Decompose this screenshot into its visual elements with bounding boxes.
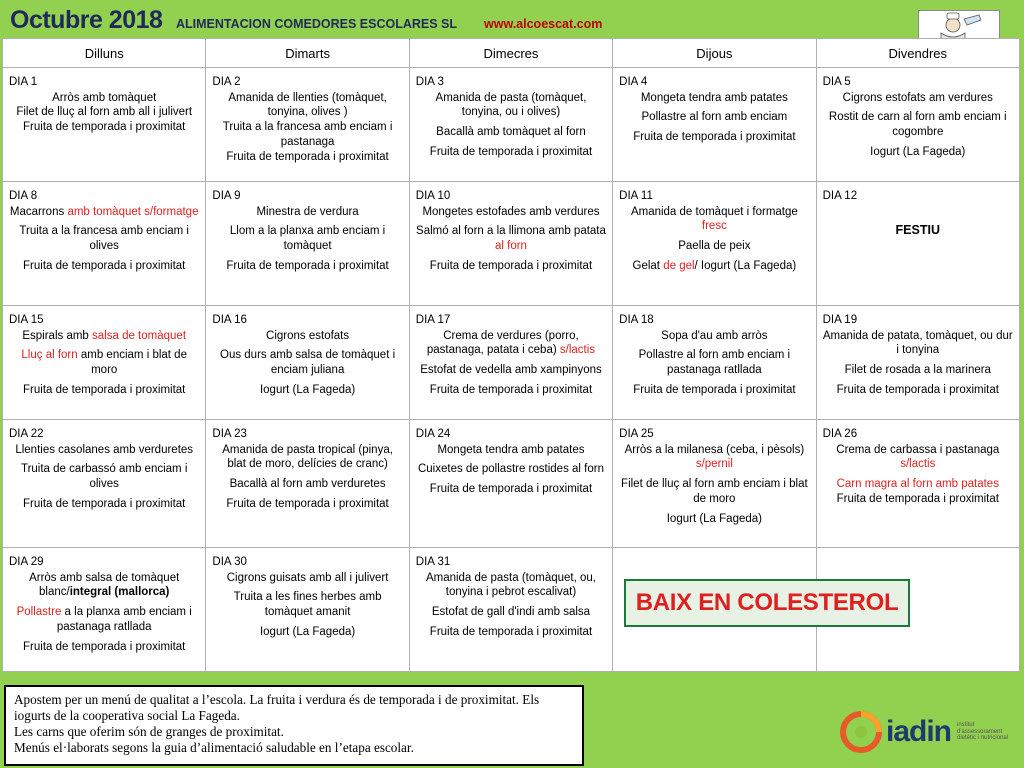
weekday-friday: Divendres bbox=[816, 39, 1019, 68]
menu-dish bbox=[212, 348, 402, 377]
menu-dish-text: Amanida de pasta tropical (pinya, blat de moro, delícies de cranc) bbox=[222, 443, 393, 471]
note-line: Les carns que oferim són de granges de proximitat. bbox=[14, 724, 284, 740]
menu-dish-text: Cigrons estofats bbox=[266, 329, 350, 342]
menu-dish bbox=[416, 482, 606, 497]
day-number: DIA 10 bbox=[415, 190, 451, 202]
day-cell bbox=[3, 548, 206, 672]
day-number: DIA 29 bbox=[9, 556, 44, 568]
menu-dish-text: Fruita de temporada i proximitat bbox=[23, 640, 186, 653]
menu-note bbox=[4, 685, 584, 766]
day-cell bbox=[409, 420, 612, 548]
menu-dish-text: Arròs a la milanesa (ceba, i pèsols) bbox=[624, 443, 805, 456]
menu-dish-text: Bacallà al forn amb verduretes bbox=[229, 478, 386, 491]
day-number: DIA 26 bbox=[822, 428, 858, 440]
menu-dish-text: amb tomàquet s/formatge bbox=[67, 205, 199, 218]
menu-dish bbox=[212, 259, 402, 274]
menu-dish bbox=[416, 363, 606, 378]
day-number: DIA 9 bbox=[212, 190, 241, 202]
menu-dish-text: Estofat de vedella amb xampinyons bbox=[420, 364, 602, 377]
menu-dish-text: Truita a les fines herbes amb tomàquet amanit bbox=[233, 591, 382, 619]
menu-dish bbox=[823, 145, 1013, 160]
iadin-wordmark: iadin bbox=[886, 715, 952, 748]
menu-dish-text: integral (mallorca) bbox=[69, 586, 170, 599]
menu-dish bbox=[416, 329, 606, 358]
menu-dish bbox=[212, 625, 402, 640]
menu-dish bbox=[823, 363, 1013, 378]
menu-dish bbox=[416, 571, 606, 600]
menu-dish bbox=[212, 590, 402, 619]
menu-dish bbox=[212, 383, 402, 398]
menu-dish-text: Cigrons guisats amb all i julivert bbox=[226, 571, 389, 584]
day-number: DIA 2 bbox=[212, 76, 241, 88]
menu-dish bbox=[619, 383, 809, 398]
menu-dish-text: Iogurt (La Fageda) bbox=[259, 383, 356, 396]
menu-dish-text: Truita de carbassó amb enciam i olives bbox=[20, 463, 188, 491]
menu-dish-text: Filet de rosada a la marinera bbox=[844, 364, 991, 377]
day-number: DIA 12 bbox=[822, 190, 858, 202]
menu-dish-text: salsa de tomàquet bbox=[92, 329, 187, 342]
menu-dish-text: Fruita de temporada i proximitat bbox=[429, 483, 593, 496]
menu-dish bbox=[416, 462, 606, 477]
menu-dish bbox=[416, 224, 606, 253]
menu-dish-text: Mongeta tendra amb patates bbox=[437, 443, 585, 456]
menu-dish-text: Iogurt (La Fageda) bbox=[870, 145, 966, 158]
day-number: DIA 16 bbox=[212, 314, 247, 326]
menu-dish-text: a la planxa amb enciam i pastanaga ratllada bbox=[56, 606, 192, 633]
day-cell bbox=[613, 182, 816, 306]
menu-dish: Truita a la francesa amb enciam i pastanaga bbox=[222, 121, 393, 148]
menu-dish-text: Amanida de pasta (tomàquet, ou, tonyina i pebrot escalivat) bbox=[425, 571, 596, 599]
menu-dish-text: Arròs amb salsa de tomàquet blanc/ bbox=[29, 571, 180, 599]
day-number: DIA 18 bbox=[619, 314, 654, 326]
weekly-menu-table bbox=[2, 38, 1020, 672]
menu-dish bbox=[416, 383, 606, 398]
menu-dish-text: / Iogurt (La Fageda) bbox=[694, 259, 797, 272]
iadin-subtitle: institut d'assessorament dietètic i nutricional bbox=[957, 721, 1009, 742]
menu-dish bbox=[619, 130, 809, 145]
menu-dish bbox=[823, 443, 1013, 472]
menu-dish bbox=[823, 477, 1013, 492]
menu-dish bbox=[823, 91, 1013, 106]
menu-dish bbox=[619, 477, 809, 506]
menu-dish-text: Filet de lluç al forn amb enciam i blat de moro bbox=[621, 478, 808, 505]
menu-dish bbox=[619, 443, 809, 472]
menu-dish-text: Pollastre al forn amb enciam bbox=[641, 111, 788, 124]
menu-dish bbox=[9, 571, 199, 600]
iadin-logo-icon bbox=[840, 711, 882, 753]
week-row bbox=[3, 182, 1020, 306]
menu-dish-text: amb enciam i blat de moro bbox=[77, 349, 187, 377]
menu-dish: Fruita de temporada i proximitat bbox=[23, 121, 186, 134]
menu-dish bbox=[823, 329, 1013, 358]
menu-dish-text: Rostit de carn al forn amb enciam i cogombre bbox=[828, 111, 1007, 139]
weekday-tuesday: Dimarts bbox=[206, 39, 409, 68]
menu-dish bbox=[9, 605, 199, 634]
holiday-label: FESTIU bbox=[895, 222, 940, 237]
menu-dish-text: s/lactis bbox=[900, 458, 936, 471]
menu-dish-text: Pollastre bbox=[16, 606, 62, 619]
chef-illustration-icon bbox=[919, 11, 999, 41]
day-number: DIA 8 bbox=[9, 190, 38, 202]
week-row bbox=[3, 68, 1020, 182]
week-row bbox=[3, 306, 1020, 420]
menu-dish-text: Fruita de temporada i proximitat bbox=[633, 383, 796, 396]
day-cell bbox=[206, 68, 409, 182]
menu-dish-text: Minestra de verdura bbox=[256, 205, 359, 218]
day-cell bbox=[816, 306, 1019, 420]
menu-dish-text: fresc bbox=[701, 220, 727, 233]
menu-dish: Amanida de llenties (tomàquet, tonyina, olives ) bbox=[228, 91, 387, 119]
day-cell bbox=[816, 68, 1019, 182]
menu-dish-text: Cigrons estofats am verdures bbox=[842, 91, 993, 104]
menu-dish-text: Amanida de tomàquet i formatge bbox=[630, 205, 798, 218]
day-number: DIA 25 bbox=[619, 428, 654, 440]
menu-dish-text: Estofat de gall d'indi amb salsa bbox=[431, 606, 591, 619]
note-line: Menús el·laborats segons la guia d’alimentació saludable en l’etapa escolar. bbox=[14, 740, 414, 756]
day-number: DIA 11 bbox=[619, 190, 653, 202]
day-number: DIA 22 bbox=[9, 428, 44, 440]
day-cell bbox=[3, 306, 206, 420]
menu-dish bbox=[9, 443, 199, 458]
menu-dish-text: Mongetes estofades amb verdures bbox=[422, 205, 600, 218]
menu-dish bbox=[9, 640, 199, 655]
menu-dish bbox=[416, 205, 606, 220]
menu-dish: Arròs amb tomàquet bbox=[52, 91, 157, 104]
menu-dish-text: Ous durs amb salsa de tomàquet i enciam juliana bbox=[220, 349, 396, 377]
menu-dish bbox=[823, 492, 1013, 507]
day-cell bbox=[409, 548, 612, 672]
menu-dish bbox=[416, 605, 606, 620]
day-number: DIA 4 bbox=[619, 76, 648, 88]
menu-dish bbox=[212, 477, 402, 492]
menu-dish-text: Crema de verdures (porro, pastanaga, patata i ceba) bbox=[426, 329, 579, 357]
menu-dish bbox=[416, 125, 606, 140]
iadin-logo bbox=[840, 708, 1016, 756]
weekday-monday: Dilluns bbox=[3, 39, 206, 68]
weekday-header-row bbox=[3, 39, 1020, 68]
menu-dish bbox=[823, 383, 1013, 398]
menu-dish bbox=[823, 110, 1013, 139]
menu-dish-text: Fruita de temporada i proximitat bbox=[429, 625, 593, 638]
day-cell bbox=[409, 182, 612, 306]
menu-dish-text: Mongeta tendra amb patates bbox=[640, 91, 788, 104]
menu-dish-text: Sopa d'au amb arròs bbox=[661, 329, 768, 342]
menu-dish bbox=[212, 571, 402, 586]
menu-dish-text: de gel bbox=[663, 259, 695, 272]
menu-dish-text: Paella de peix bbox=[678, 240, 751, 253]
menu-dish bbox=[619, 91, 809, 106]
menu-dish-text: Carn magra al forn amb patates bbox=[836, 478, 999, 491]
menu-dish-text: Fruita de temporada i proximitat bbox=[429, 383, 593, 396]
menu-dish bbox=[9, 205, 199, 220]
menu-dish-text: Fruita de temporada i proximitat bbox=[836, 492, 999, 505]
menu-dish-text: Fruita de temporada i proximitat bbox=[429, 145, 593, 158]
day-number: DIA 1 bbox=[9, 76, 38, 88]
day-cell bbox=[816, 420, 1019, 548]
menu-dish bbox=[212, 224, 402, 253]
menu-dish-text: Iogurt (La Fageda) bbox=[259, 625, 356, 638]
weekday-thursday: Dijous bbox=[613, 39, 816, 68]
day-number: DIA 5 bbox=[822, 76, 851, 88]
day-number: DIA 30 bbox=[212, 556, 247, 568]
menu-dish bbox=[212, 329, 402, 344]
menu-dish: Fruita de temporada i proximitat bbox=[226, 150, 389, 163]
day-cell bbox=[409, 68, 612, 182]
menu-dish-text: Llenties casolanes amb verduretes bbox=[15, 443, 194, 456]
day-cell bbox=[409, 306, 612, 420]
menu-dish: Filet de lluç al forn amb all i julivert bbox=[16, 106, 193, 119]
day-cell bbox=[613, 68, 816, 182]
menu-dish-text: Amanida de pasta (tomàquet, tonyina, ou i olives) bbox=[435, 91, 587, 119]
menu-dish bbox=[619, 348, 809, 377]
menu-dish-text: Fruita de temporada i proximitat bbox=[23, 497, 186, 510]
menu-dish bbox=[9, 224, 199, 253]
menu-dish-text: Amanida de patata, tomàquet, ou dur i tonyina bbox=[822, 329, 1013, 357]
menu-dish-text: Cuixetes de pollastre rostides al forn bbox=[417, 463, 604, 476]
day-number: DIA 24 bbox=[415, 428, 451, 440]
menu-dish-text: Pollastre al forn amb enciam i pastanaga ratllada bbox=[638, 349, 791, 377]
menu-dish bbox=[416, 625, 606, 640]
menu-dish bbox=[619, 259, 809, 274]
menu-dish-text: Crema de carbassa i pastanaga bbox=[836, 443, 1000, 456]
month-title: Octubre 2018 bbox=[10, 6, 163, 34]
menu-dish bbox=[619, 110, 809, 125]
day-cell bbox=[613, 420, 816, 548]
menu-dish bbox=[9, 259, 199, 274]
menu-dish bbox=[9, 348, 199, 377]
menu-dish bbox=[416, 145, 606, 160]
day-cell bbox=[816, 182, 1019, 306]
day-cell bbox=[206, 182, 409, 306]
menu-dish bbox=[212, 443, 402, 472]
menu-dish bbox=[9, 383, 199, 398]
day-cell bbox=[3, 68, 206, 182]
low-cholesterol-badge: BAIX EN COLESTEROL bbox=[624, 579, 910, 627]
menu-dish-text: Fruita de temporada i proximitat bbox=[23, 383, 186, 396]
menu-dish-text: Fruita de temporada i proximitat bbox=[633, 131, 796, 144]
menu-dish bbox=[619, 205, 809, 234]
menu-dish-text: Fruita de temporada i proximitat bbox=[23, 259, 186, 272]
menu-dish bbox=[416, 91, 606, 120]
menu-dish bbox=[619, 512, 809, 527]
menu-dish-text: s/pernil bbox=[695, 458, 733, 471]
day-number: DIA 19 bbox=[822, 314, 858, 326]
day-number: DIA 23 bbox=[212, 428, 247, 440]
menu-dish-text: Fruita de temporada i proximitat bbox=[226, 497, 389, 510]
menu-dish-text: Iogurt (La Fageda) bbox=[666, 512, 762, 525]
day-cell bbox=[206, 306, 409, 420]
day-cell bbox=[613, 306, 816, 420]
day-number: DIA 17 bbox=[415, 314, 451, 326]
day-number: DIA 3 bbox=[415, 76, 444, 88]
day-cell bbox=[206, 548, 409, 672]
menu-dish-text: Fruita de temporada i proximitat bbox=[226, 259, 389, 272]
company-name: ALIMENTACION COMEDORES ESCOLARES SL bbox=[176, 17, 458, 31]
menu-dish-text: Espirals amb bbox=[22, 329, 93, 342]
week-row bbox=[3, 420, 1020, 548]
day-number: DIA 15 bbox=[9, 314, 44, 326]
menu-dish-text: Truita a la francesa amb enciam i olives bbox=[19, 225, 189, 253]
menu-dish-text: Lluç al forn bbox=[21, 349, 78, 362]
day-cell bbox=[3, 420, 206, 548]
menu-dish bbox=[212, 205, 402, 220]
menu-dish-text: Gelat bbox=[632, 259, 664, 272]
header bbox=[0, 0, 1024, 38]
menu-dish bbox=[416, 259, 606, 274]
note-line: Apostem per un menú de qualitat a l’escola. La fruita i verdura és de temporada i de proximitat. Els iogurts de la cooperativa social La Fageda. bbox=[14, 692, 540, 724]
menu-dish bbox=[619, 329, 809, 344]
menu-dish bbox=[9, 329, 199, 344]
menu-dish bbox=[9, 497, 199, 512]
day-cell bbox=[3, 182, 206, 306]
menu-dish bbox=[416, 443, 606, 458]
menu-dish-text: Fruita de temporada i proximitat bbox=[429, 259, 593, 272]
menu-dish-text: Macarrons bbox=[9, 205, 68, 218]
menu-dish bbox=[9, 462, 199, 491]
menu-dish bbox=[212, 497, 402, 512]
menu-dish-text: Llom a la planxa amb enciam i tomàquet bbox=[229, 225, 386, 253]
menu-dish-text: Salmó al forn a la llimona amb patata bbox=[416, 225, 606, 238]
day-number: DIA 31 bbox=[415, 556, 451, 568]
menu-dish-text: Fruita de temporada i proximitat bbox=[836, 383, 999, 396]
weekday-wednesday: Dimecres bbox=[409, 39, 612, 68]
day-cell bbox=[206, 420, 409, 548]
menu-dish-text: s/lactis bbox=[559, 344, 596, 357]
menu-dish-text: Bacallà amb tomàquet al forn bbox=[436, 126, 586, 139]
website-link[interactable]: www.alcoescat.com bbox=[484, 17, 603, 31]
menu-dish bbox=[619, 239, 809, 254]
menu-dish-text: al forn bbox=[494, 240, 527, 253]
